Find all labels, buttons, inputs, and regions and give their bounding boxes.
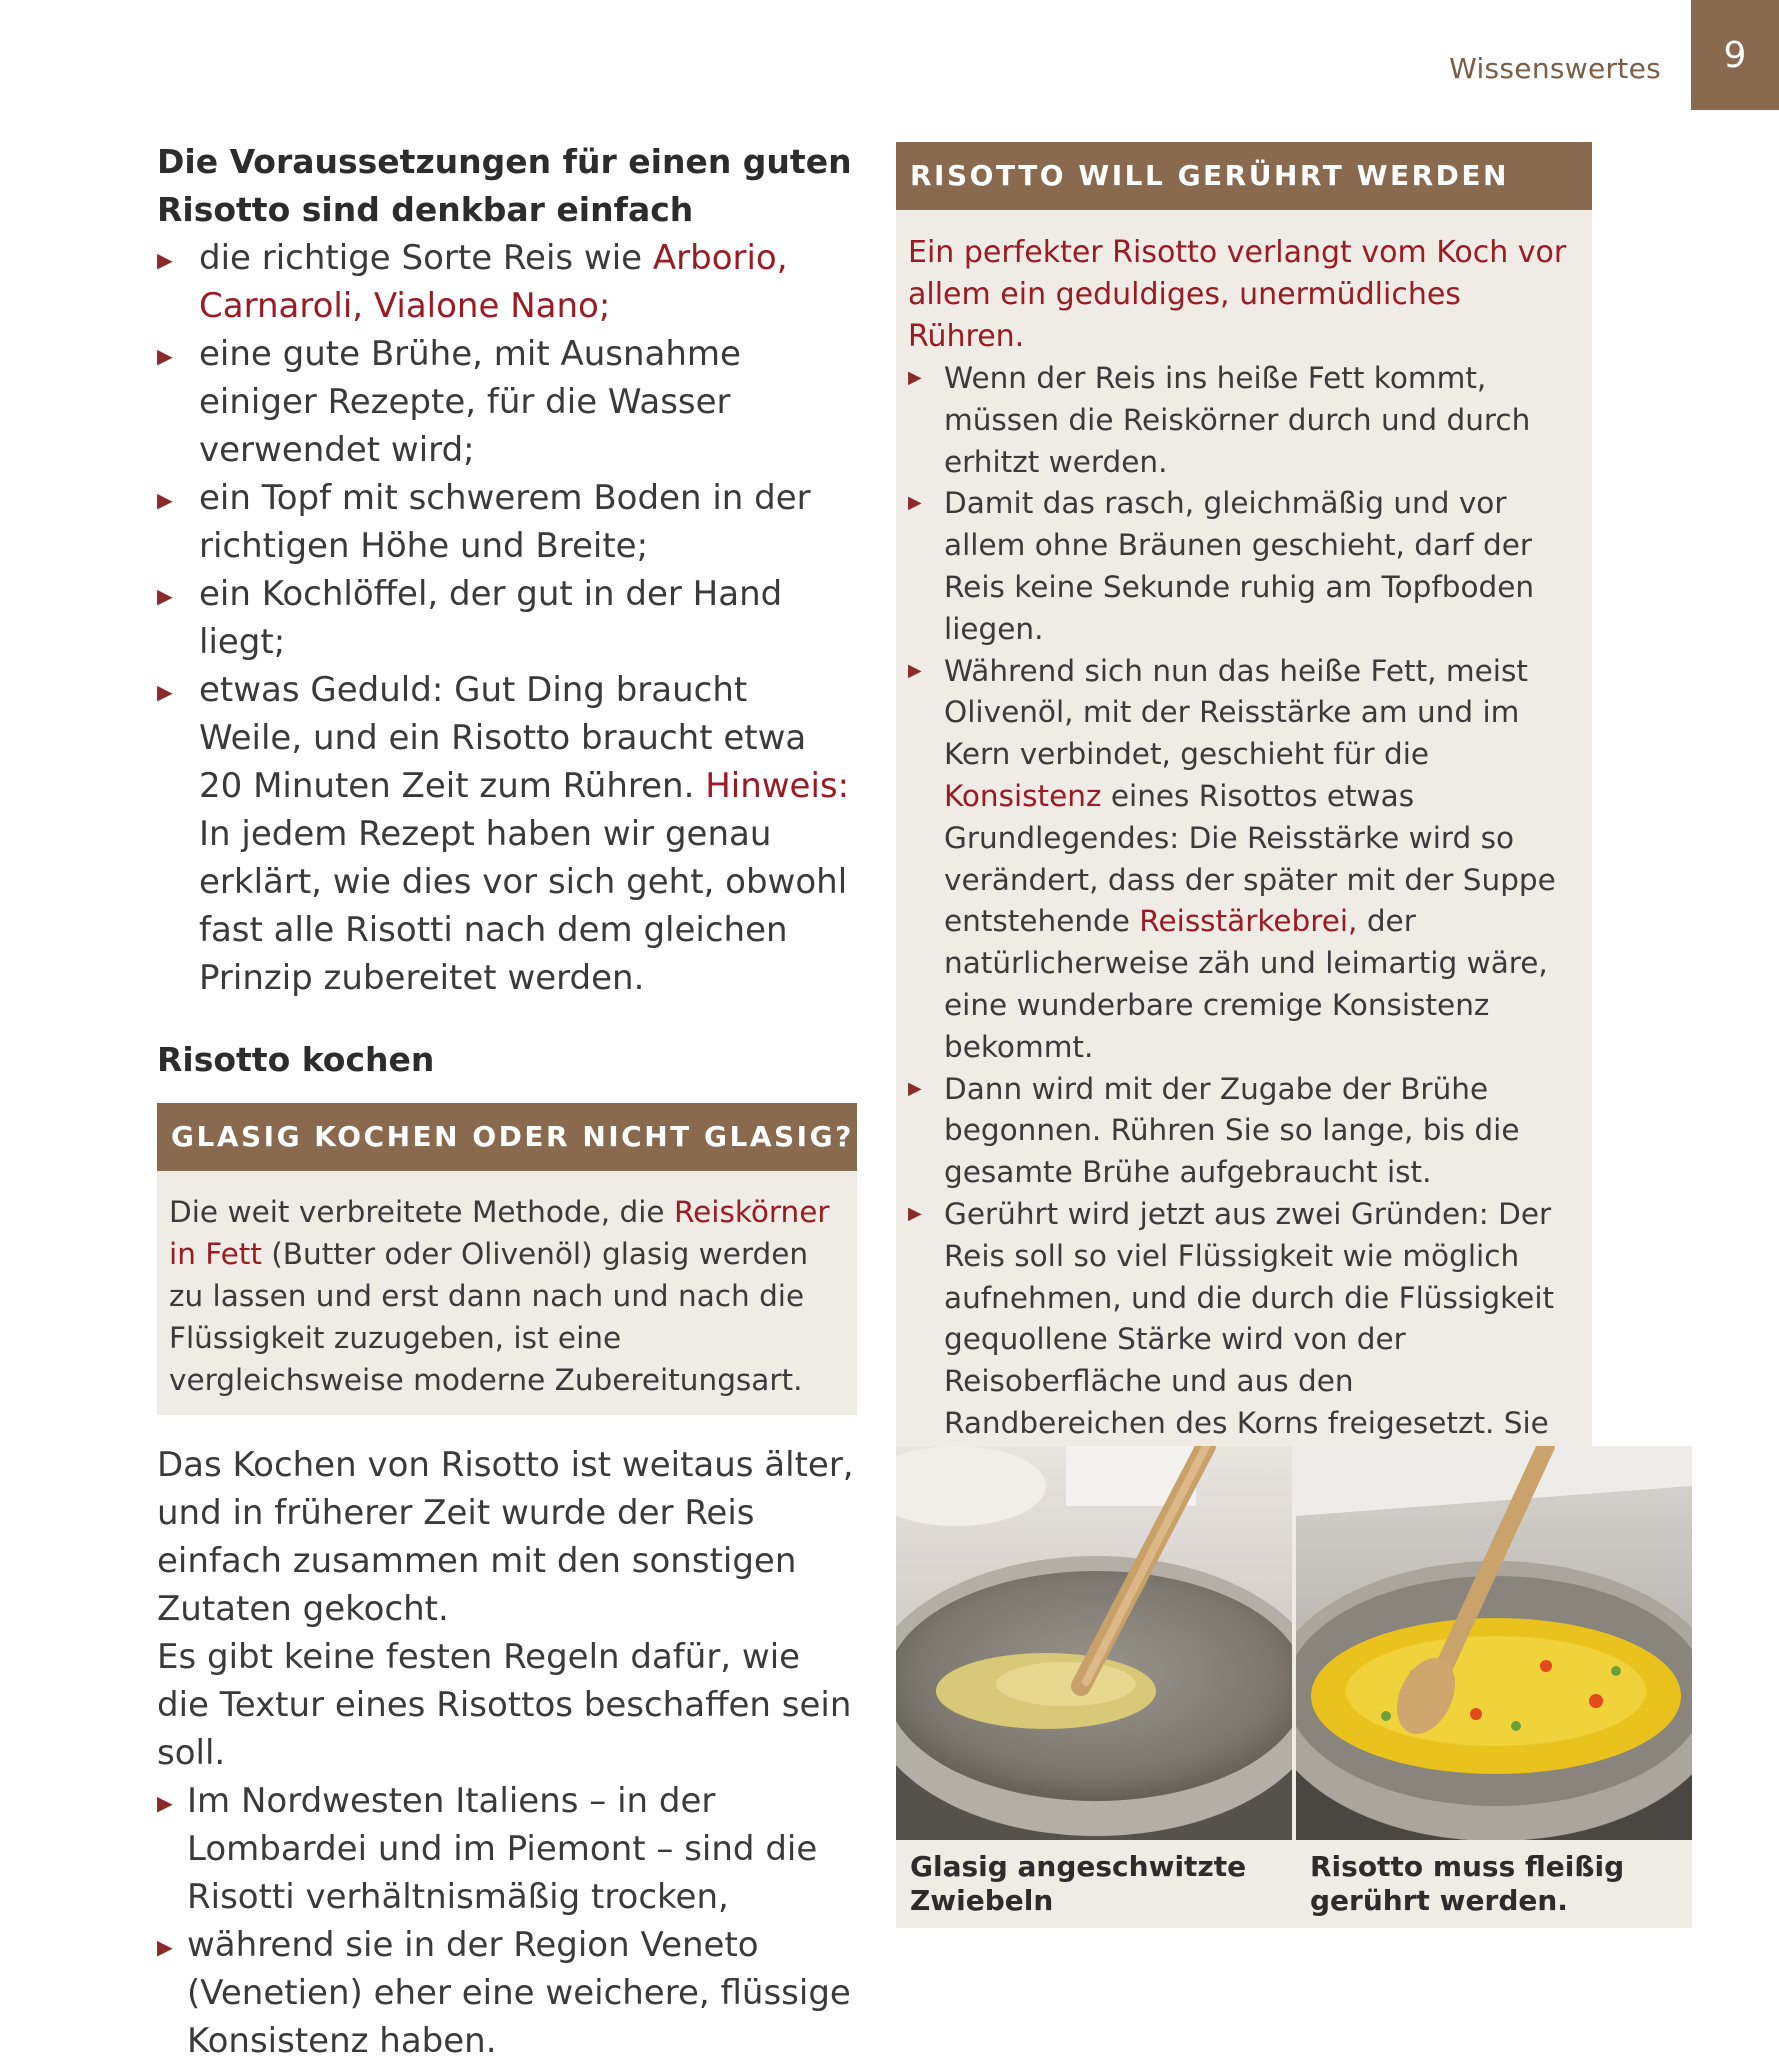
list-item: ▶ eine gute Brühe, mit Ausnahme einiger Rezepte, für die Wasser verwendet wird;	[157, 334, 741, 470]
paragraph: Es gibt keine festen Regeln dafür, wie die Textur eines Risottos beschaffen sein soll.	[157, 1637, 852, 1773]
photo-risotto-stirring	[1296, 1446, 1692, 1840]
photo-caption: Glasig angeschwitzte Zwiebeln	[910, 1850, 1247, 1917]
triangle-bullet-icon: ▶	[157, 488, 173, 512]
triangle-bullet-icon: ▶	[157, 248, 173, 272]
stirring-list	[908, 358, 1580, 1570]
list-item: ▶ ein Topf mit schwerem Boden in der richtigen Höhe und Breite;	[157, 478, 811, 566]
photo-caption: Risotto muss fleißig gerührt werden.	[1310, 1850, 1625, 1917]
list-item: ▶ Damit das rasch, gleichmäßig und vor allem ohne Bräunen geschieht, darf der Reis keine Sekunde ruhig am Topfboden liegen.	[908, 483, 1580, 650]
list-item: ▶ Dann wird mit der Zugabe der Brühe begonnen. Rühren Sie so lange, bis die gesamte Brühe aufgebraucht ist.	[908, 1069, 1580, 1194]
photo-onions-in-pan	[896, 1446, 1292, 1840]
info-box-title: GLASIG KOCHEN ODER NICHT GLASIG?	[157, 1103, 857, 1171]
triangle-bullet-icon: ▶	[157, 344, 173, 368]
list-item: ▶ ein Kochlöffel, der gut in der Hand liegt;	[157, 574, 783, 662]
list-item: ▶ die richtige Sorte Reis wie Arborio, Carnaroli, Vialone Nano;	[157, 238, 788, 326]
triangle-bullet-icon: ▶	[908, 1203, 922, 1224]
triangle-bullet-icon: ▶	[908, 493, 922, 514]
triangle-bullet-icon: ▶	[157, 1791, 173, 1815]
list-item: ▶ Gerührt wird jetzt aus zwei Gründen: Der Reis soll so viel Flüssigkeit wie möglich aufnehmen, und die durch die Flüssigkeit gequollene Stärke wird von der Reisoberfläche und aus den Randbereichen des Korns freigesetzt. Sie	[908, 1194, 1580, 1570]
left-column	[157, 138, 857, 2065]
triangle-bullet-icon: ▶	[908, 368, 922, 388]
info-box-glasig	[157, 1103, 857, 1415]
photo-strip	[896, 1446, 1692, 1928]
section-label: Wissenswertes	[1449, 52, 1661, 85]
info-box-body: Die weit verbreitete Methode, die Reiskörner in Fett (Butter oder Olivenöl) glasig werden zu lassen und erst dann nach und nach die Flüssigkeit zuzugeben, ist eine vergleichsweise moderne Zubereitungsart.	[157, 1171, 857, 1415]
triangle-bullet-icon: ▶	[908, 1078, 922, 1099]
triangle-bullet-icon: ▶	[157, 584, 173, 608]
triangle-bullet-icon: ▶	[908, 660, 922, 681]
list-item: ▶ während sie in der Region Veneto (Venetien) eher eine weichere, flüssige Konsistenz haben.	[157, 1925, 851, 2061]
intro-heading: Die Voraussetzungen für einen guten Risotto sind denkbar einfach	[157, 142, 852, 229]
list-item: ▶ Während sich nun das heiße Fett, meist Olivenöl, mit der Reisstärke am und im Kern verbindet, geschieht für die Konsistenz eines Risottos etwas Grundlegendes: Die Reisstärke wird so verändert, dass der später mit der Suppe entstehende Reisstärkebrei, der natürlicherweise zäh und leimartig wäre, eine wunderbare cremige Konsistenz bekommt.	[908, 651, 1580, 1069]
info-box-body	[896, 210, 1592, 1592]
requirements-list	[157, 234, 857, 1002]
list-item: ▶ Im Nordwesten Italiens – in der Lombardei und im Piemont – sind die Risotti verhältnismäßig trocken,	[157, 1781, 818, 1917]
regions-list	[157, 1777, 857, 2065]
right-column	[896, 142, 1592, 1592]
list-item: ▶ etwas Geduld: Gut Ding braucht Weile, und ein Risotto braucht etwa 20 Minuten Zeit zum Rühren. Hinweis: In jedem Rezept haben wir genau erklärt, wie dies vor sich geht, obwohl fast alle Risotti nach dem gleichen Prinzip zubereitet werden.	[157, 670, 850, 998]
info-box-title: RISOTTO WILL GERÜHRT WERDEN	[896, 142, 1592, 210]
triangle-bullet-icon: ▶	[157, 680, 173, 704]
subheading: Risotto kochen	[157, 1040, 435, 1079]
page-number-tab: 9	[1691, 0, 1779, 110]
list-item: ▶ Wenn der Reis ins heiße Fett kommt, müssen die Reiskörner durch und durch erhitzt werden.	[908, 358, 1580, 483]
box-lead: Ein perfekter Risotto verlangt vom Koch vor allem ein geduldiges, unermüdliches Rühren.	[908, 235, 1567, 354]
paragraph: Das Kochen von Risotto ist weitaus älter, und in früherer Zeit wurde der Reis einfach zusammen mit den sonstigen Zutaten gekocht.	[157, 1445, 854, 1629]
triangle-bullet-icon: ▶	[157, 1935, 173, 1959]
